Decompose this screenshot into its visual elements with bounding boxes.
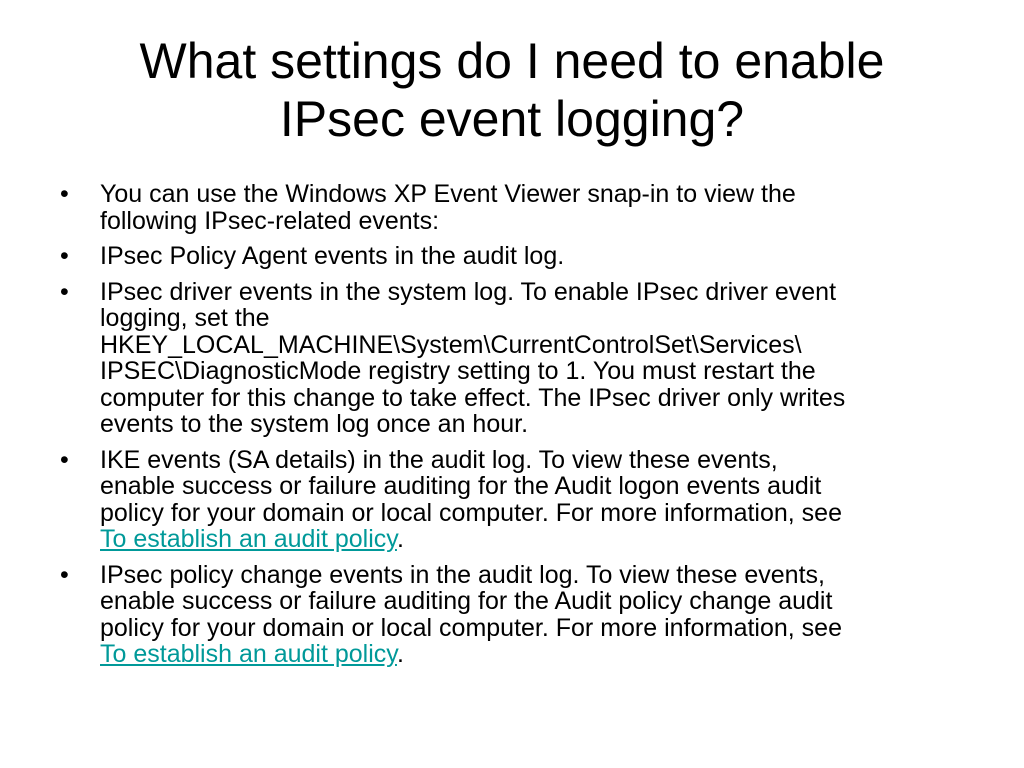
bullet-link-line xyxy=(100,526,960,553)
bullet-mark: • xyxy=(60,242,69,270)
bullet-text-line: events to the system log once an hour. xyxy=(100,410,529,438)
bullet-mark: • xyxy=(60,445,69,474)
bullet-mark: • xyxy=(60,560,69,589)
bullet-text-line: following IPsec-related events: xyxy=(100,206,440,235)
bullet-text-line: computer for this change to take effect. The IPsec driver only writes xyxy=(100,383,846,412)
bullet-text-line: policy for your domain or local computer. For more information, see xyxy=(100,498,842,527)
audit-policy-link[interactable]: To establish an audit policy xyxy=(100,525,397,553)
bullet-text-line: policy for your domain or local computer. For more information, see xyxy=(100,613,842,642)
bullet-text-line: IPsec driver events in the system log. To enable IPsec driver event xyxy=(100,277,837,306)
title-line: IPsec event logging? xyxy=(279,91,745,147)
title-line: What settings do I need to enable xyxy=(139,33,885,89)
bullet-list xyxy=(60,181,960,677)
bullet-item xyxy=(60,243,960,270)
bullet-item xyxy=(60,447,960,553)
audit-policy-link[interactable]: To establish an audit policy xyxy=(100,640,397,668)
bullet-text-line: IKE events (SA details) in the audit log. To view these events, xyxy=(100,445,778,474)
bullet-text-line: logging, set the xyxy=(100,304,270,332)
bullet-text-line: You can use the Windows XP Event Viewer snap-in to view the xyxy=(100,180,796,208)
link-suffix: . xyxy=(396,525,404,553)
bullet-text-line: IPsec policy change events in the audit log. To view these events, xyxy=(100,560,825,589)
link-suffix: . xyxy=(396,640,404,668)
bullet-text-line: IPsec Policy Agent events in the audit log. xyxy=(100,242,565,270)
bullet-item xyxy=(60,279,960,438)
bullet-mark: • xyxy=(60,277,69,306)
bullet-mark: • xyxy=(60,180,69,208)
bullet-text-line: HKEY_LOCAL_MACHINE\System\CurrentControlSet\Services\ xyxy=(100,330,802,359)
bullet-text-line: IPSEC\DiagnosticMode registry setting to 1. You must restart the xyxy=(100,357,816,385)
bullet-item xyxy=(60,562,960,668)
bullet-item xyxy=(60,181,960,234)
slide-title xyxy=(40,32,984,148)
bullet-link-line xyxy=(100,641,960,668)
bullet-text-line: enable success or failure auditing for the Audit policy change audit xyxy=(100,587,833,615)
bullet-text-line: enable success or failure auditing for the Audit logon events audit xyxy=(100,472,822,500)
